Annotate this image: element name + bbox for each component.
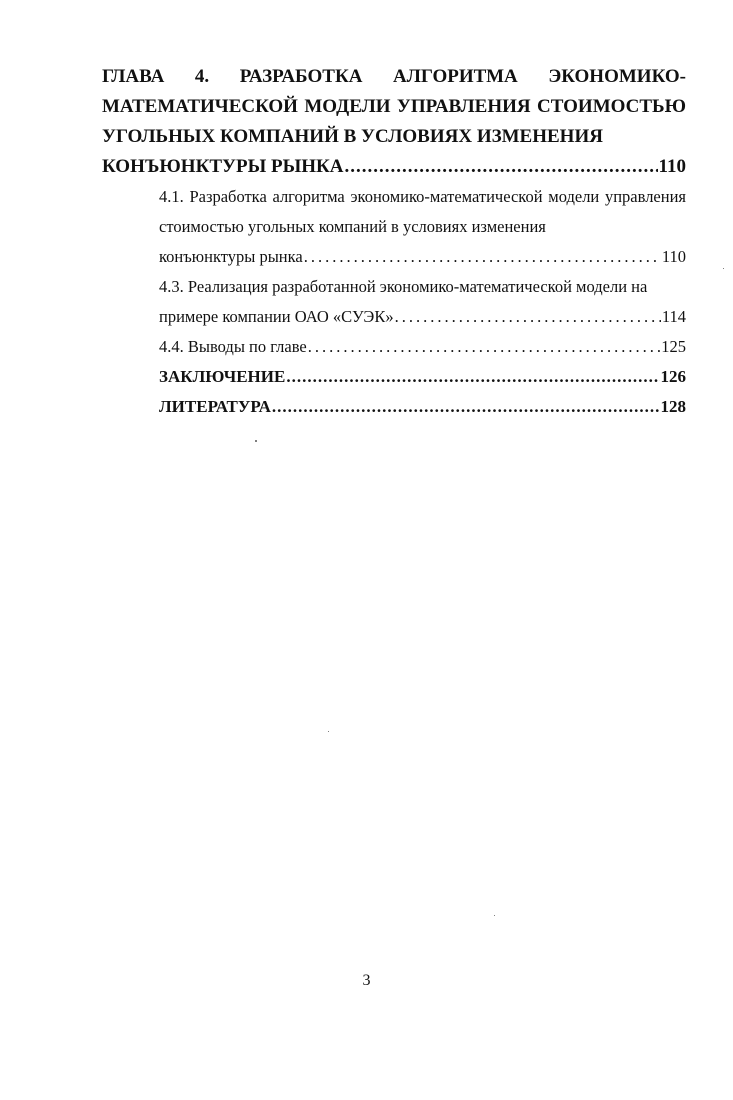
dot-leader xyxy=(304,242,661,272)
literature-page: 128 xyxy=(660,397,686,416)
dot-leader xyxy=(345,152,658,182)
chapter-4-title-end: КОНЪЮНКТУРЫ РЫНКА xyxy=(102,156,344,177)
toc-conclusion[interactable] xyxy=(159,362,686,392)
toc-literature[interactable] xyxy=(159,392,686,422)
conclusion-page: 126 xyxy=(660,367,686,386)
chapter-4-page: 110 xyxy=(658,156,686,177)
dot-leader xyxy=(395,302,661,332)
section-4-1-title-end: конъюнктуры рынка xyxy=(159,247,303,266)
toc-section-4-3[interactable] xyxy=(159,272,686,332)
section-4-4-title: 4.4. Выводы по главе xyxy=(159,337,307,356)
scan-speck xyxy=(494,915,495,916)
scan-speck xyxy=(723,268,724,269)
section-4-3-last-line xyxy=(159,302,686,332)
toc-chapter-4[interactable] xyxy=(102,62,686,182)
section-4-4-page: 125 xyxy=(661,337,686,356)
section-4-1-title: 4.1. Разработка алгоритма экономико-математической модели управления стоимостью угольных компаний в условиях изменения xyxy=(159,187,686,236)
toc-section-4-4[interactable] xyxy=(159,332,686,362)
table-of-contents xyxy=(102,62,686,422)
dot-leader xyxy=(286,362,659,392)
conclusion-title: ЗАКЛЮЧЕНИЕ xyxy=(159,367,286,386)
section-4-3-title: 4.3. Реализация разработанной экономико-математической модели на xyxy=(159,277,648,296)
scan-speck xyxy=(328,731,329,732)
dot-leader xyxy=(308,332,661,362)
literature-title: ЛИТЕРАТУРА xyxy=(159,397,271,416)
page-number: 3 xyxy=(362,972,371,989)
section-4-3-page: 114 xyxy=(661,307,686,326)
chapter-4-title: ГЛАВА 4. РАЗРАБОТКА АЛГОРИТМА ЭКОНОМИКО-МАТЕМАТИЧЕСКОЙ МОДЕЛИ УПРАВЛЕНИЯ СТОИМОСТЬЮ УГОЛЬНЫХ КОМПАНИЙ В УСЛОВИЯХ ИЗМЕНЕНИЯ xyxy=(102,66,686,147)
section-4-1-page: 110 xyxy=(661,247,686,266)
section-4-1-last-line xyxy=(159,242,686,272)
chapter-4-last-line xyxy=(102,152,686,182)
section-4-3-title-end: примере компании ОАО «СУЭК» xyxy=(159,307,394,326)
scan-speck xyxy=(255,440,257,442)
toc-section-4-1[interactable] xyxy=(159,182,686,272)
dot-leader xyxy=(272,392,660,422)
